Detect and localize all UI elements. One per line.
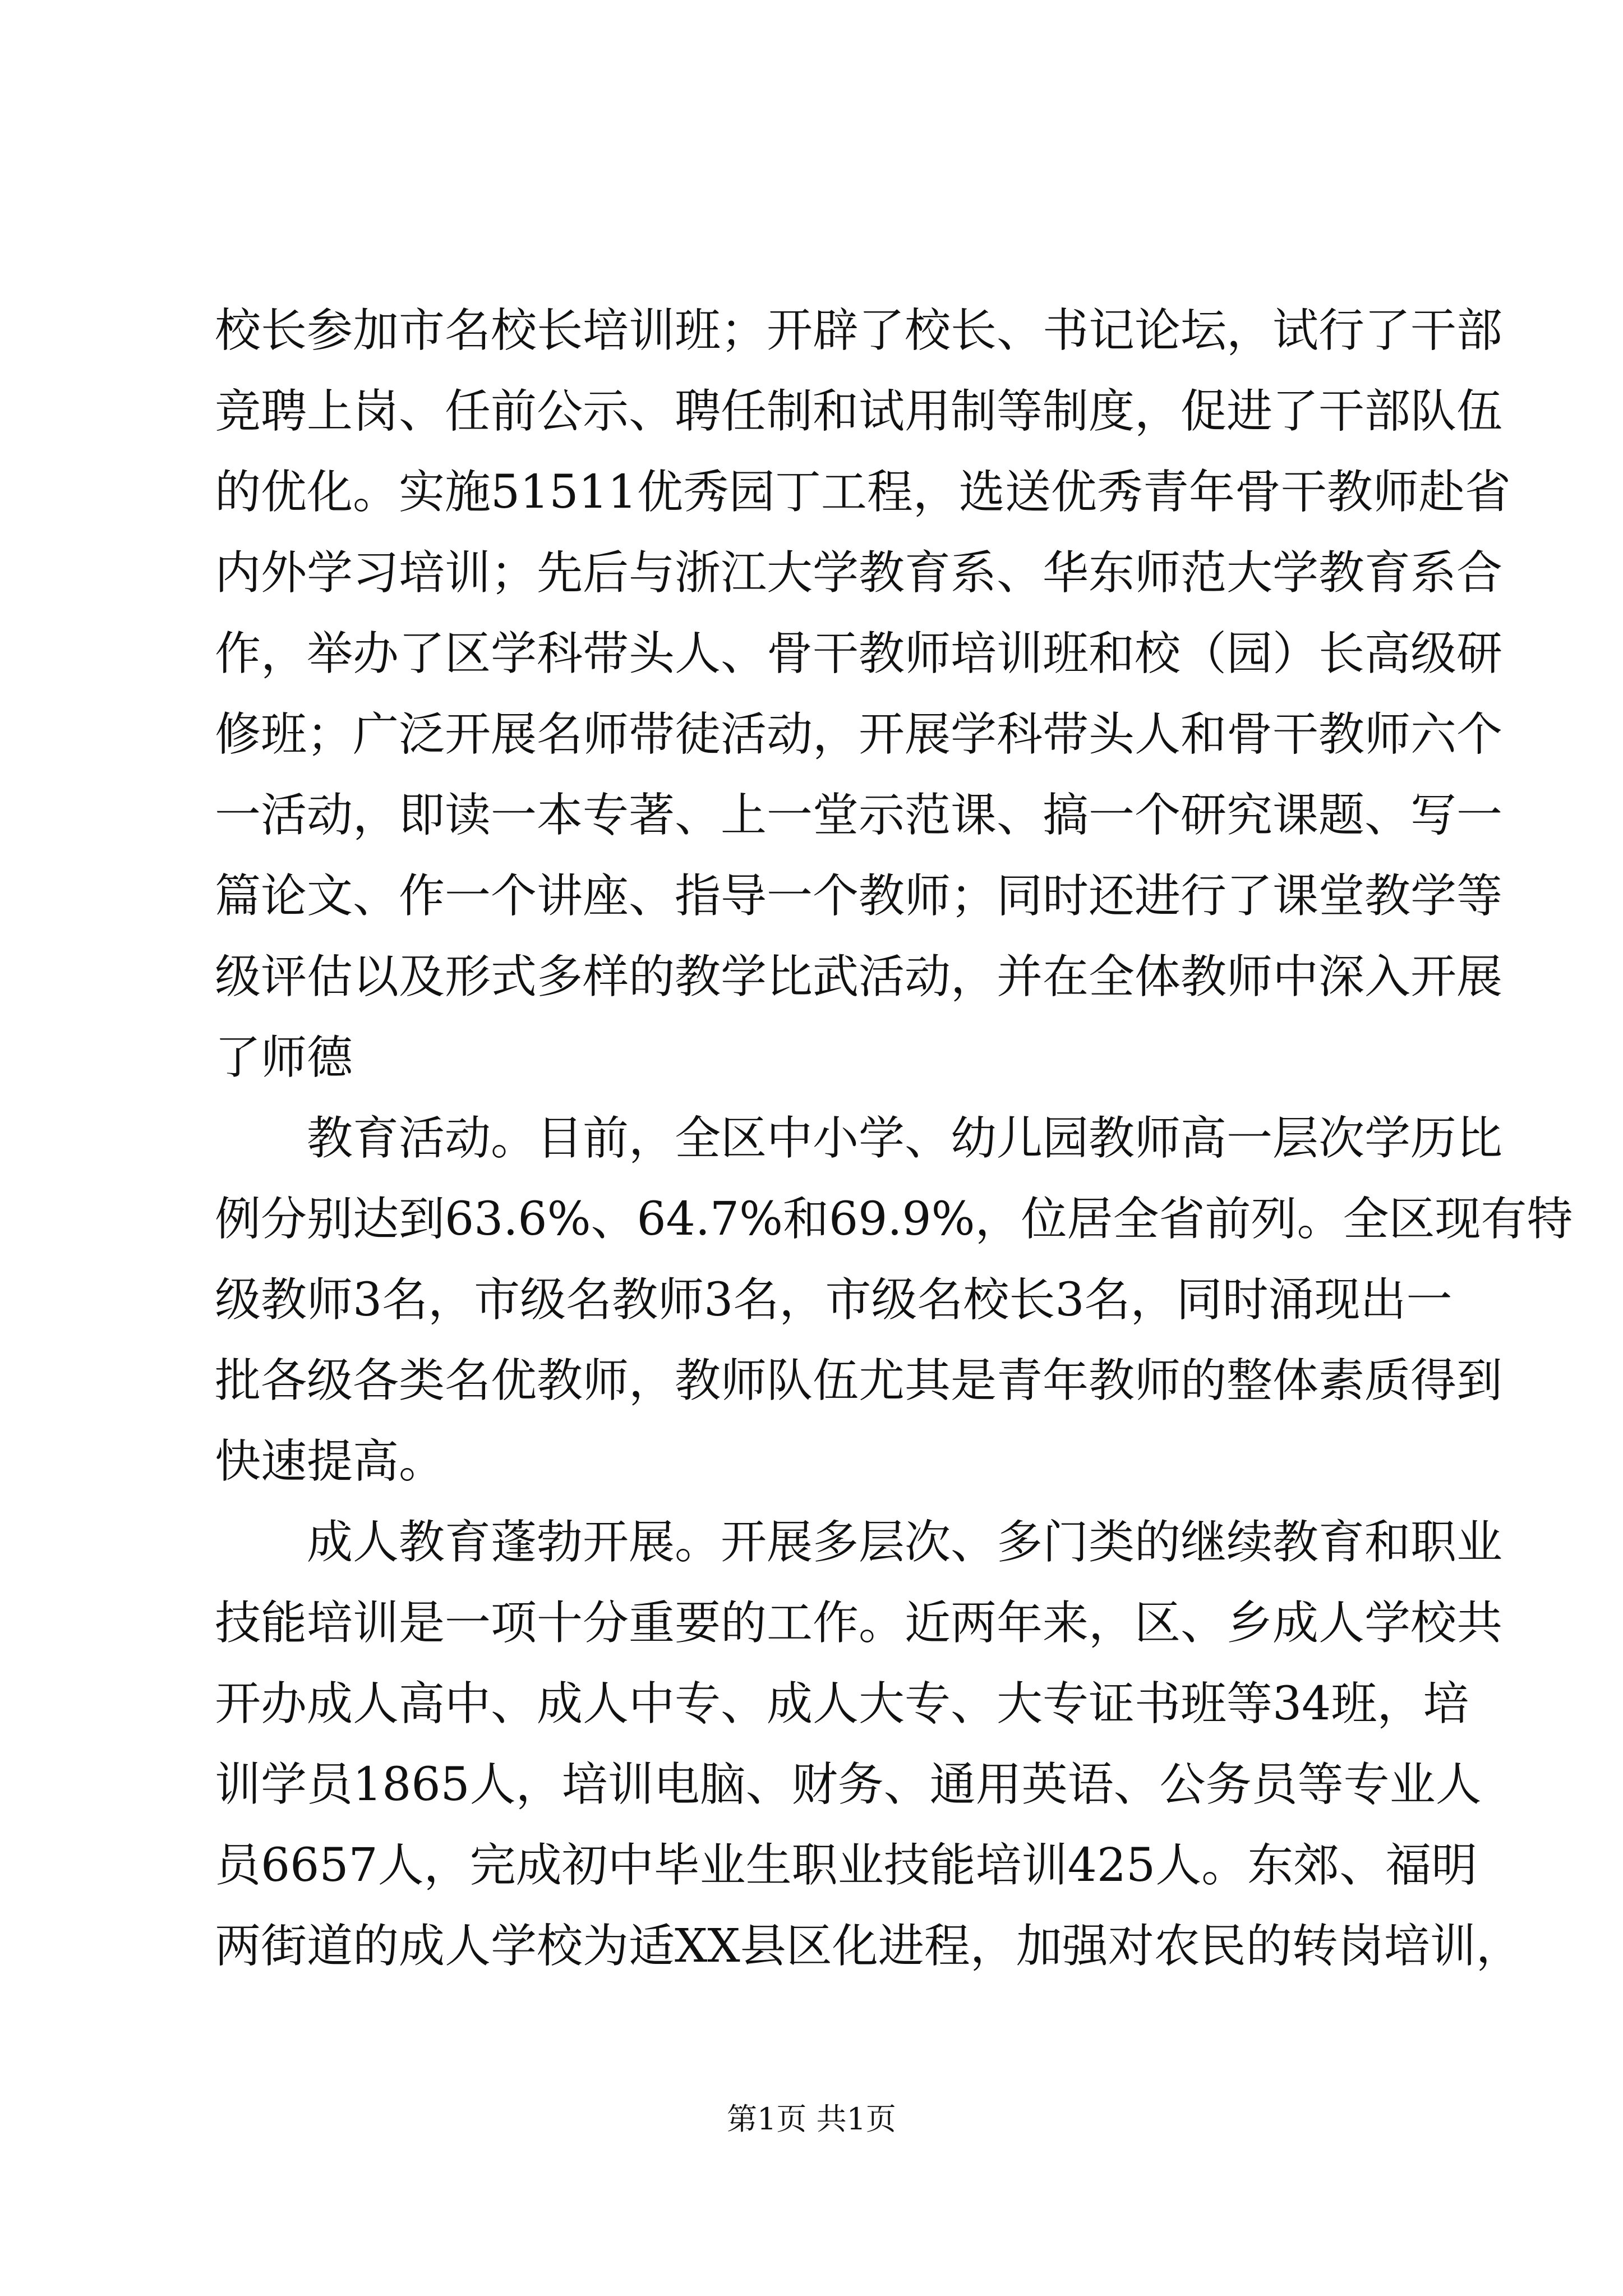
page-number-footer: 第1页 共1页 — [727, 2101, 896, 2137]
text-line: 开办成人高中、成人中专、成人大专、大专证书班等34班，培 — [215, 1677, 1469, 1731]
document-body — [215, 291, 1573, 1987]
text-line: 内外学习培训；先后与浙江大学教育系、华东师范大学教育系合 — [215, 546, 1503, 600]
text-line: 训学员1865人，培训电脑、财务、通用英语、公务员等专业人 — [215, 1758, 1482, 1811]
text-line: 员6657人，完成初中毕业生职业技能培训425人。东郊、福明 — [215, 1839, 1478, 1892]
text-line: 级评估以及形式多样的教学比武活动，并在全体教师中深入开展 — [215, 950, 1503, 1004]
text-line: 批各级各类名优教师，教师队伍尤其是青年教师的整体素质得到 — [215, 1354, 1503, 1407]
text-line: 篇论文、作一个讲座、指导一个教师；同时还进行了课堂教学等 — [215, 869, 1503, 923]
text-line: 作，举办了区学科带头人、骨干教师培训班和校（园）长高级研 — [215, 627, 1503, 680]
text-line: 校长参加市名校长培训班；开辟了校长、书记论坛，试行了干部 — [215, 304, 1503, 357]
text-line: 一活动，即读一本专著、上一堂示范课、搞一个研究课题、写一 — [215, 789, 1503, 842]
text-line: 教育活动。目前，全区中小学、幼儿园教师高一层次学历比 — [307, 1112, 1503, 1165]
text-line: 快速提高。 — [215, 1435, 445, 1488]
text-line: 成人教育蓬勃开展。开展多层次、多门类的继续教育和职业 — [307, 1516, 1503, 1569]
text-line: 级教师3名，市级名教师3名，市级名校长3名，同时涌现出一 — [215, 1273, 1453, 1327]
text-line: 两街道的成人学校为适XX县区化进程，加强对农民的转岗培训， — [215, 1920, 1522, 1973]
text-line: 的优化。实施51511优秀园丁工程，选送优秀青年骨干教师赴省 — [215, 466, 1511, 519]
text-line: 竞聘上岗、任前公示、聘任制和试用制等制度，促进了干部队伍 — [215, 385, 1503, 438]
text-line: 修班；广泛开展名师带徒活动，开展学科带头人和骨干教师六个 — [215, 708, 1503, 761]
text-line: 技能培训是一项十分重要的工作。近两年来，区、乡成人学校共 — [215, 1596, 1503, 1650]
text-line: 例分别达到63.6%、64.7%和69.9%，位居全省前列。全区现有特 — [215, 1193, 1573, 1246]
text-line: 了师德 — [215, 1031, 353, 1084]
